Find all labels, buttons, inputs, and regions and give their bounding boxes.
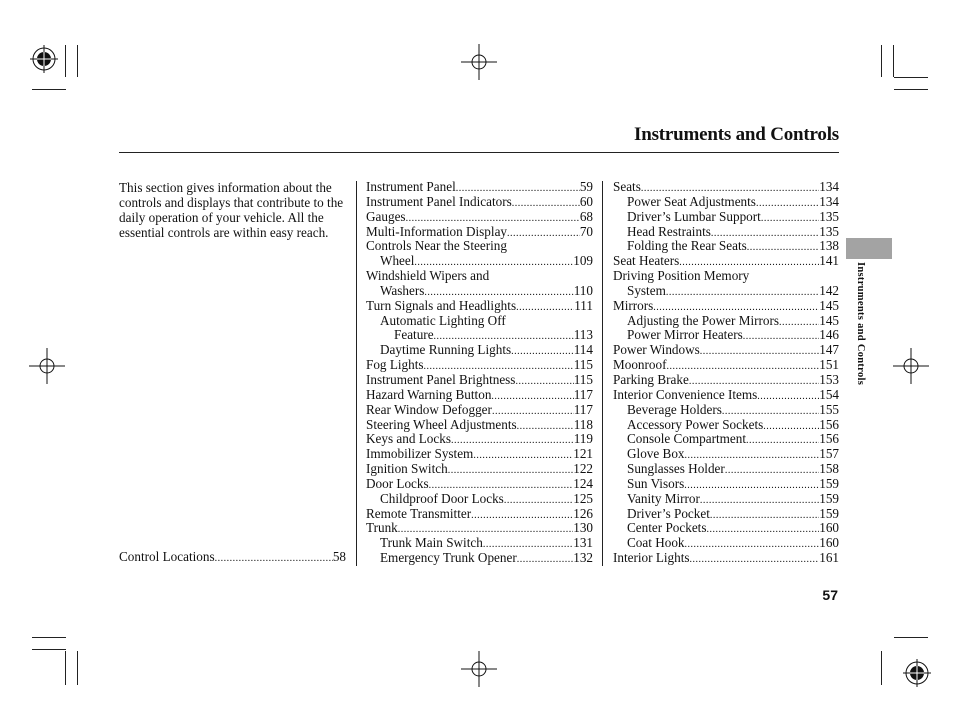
toc-leader: [710, 507, 819, 522]
toc-entry-label: Childproof Door Locks: [380, 490, 504, 506]
toc-entry-page: 151: [819, 357, 839, 373]
toc-entry[interactable]: [366, 551, 593, 566]
toc-entry-label: Steering Wheel Adjustments: [366, 416, 517, 432]
header-rule: [119, 152, 839, 153]
toc-leader: [451, 432, 574, 447]
toc-entry-label: Hazard Warning Button: [366, 386, 492, 402]
crop-mark: [881, 45, 882, 77]
toc-entry[interactable]: [613, 239, 839, 254]
toc-leader: [666, 284, 819, 299]
toc-entry-label: Power Seat Adjustments: [627, 193, 756, 209]
toc-entry[interactable]: [613, 536, 839, 551]
toc-entry[interactable]: [613, 180, 839, 195]
toc-entry[interactable]: [366, 536, 593, 551]
crosshair-icon: [29, 348, 65, 384]
crop-mark: [65, 651, 66, 685]
toc-leader: [747, 239, 819, 254]
toc-entry-page: 58: [332, 549, 346, 564]
toc-leader: [685, 447, 820, 462]
toc-entry-label: Parking Brake: [613, 371, 689, 387]
toc-entry[interactable]: [366, 343, 593, 358]
toc-leader: [491, 388, 573, 403]
toc-entry-page: 115: [573, 357, 593, 373]
toc-entry[interactable]: [613, 210, 839, 225]
toc-leader: [722, 403, 819, 418]
toc-leader: [641, 180, 819, 195]
crosshair-icon: [893, 348, 929, 384]
toc-entry-page: 131: [573, 535, 593, 551]
toc-entry[interactable]: [613, 521, 839, 536]
toc-entry-label: Interior Convenience Items: [613, 386, 758, 402]
toc-leader: [700, 343, 819, 358]
toc-entry[interactable]: [366, 180, 593, 195]
toc-entry-page: 126: [573, 505, 593, 521]
toc-leader: [743, 328, 819, 343]
toc-entry-label: Head Restraints: [627, 223, 711, 239]
toc-leader: [512, 195, 580, 210]
toc-entry[interactable]: [613, 358, 839, 373]
toc-entry-page: 130: [573, 520, 593, 536]
crop-mark: [894, 637, 928, 638]
toc-leader: [746, 432, 819, 447]
toc-entry[interactable]: [366, 225, 593, 240]
toc-entry-page: 121: [573, 446, 593, 462]
toc-entry[interactable]: [366, 269, 593, 284]
toc-entry-label: Driver’s Lumbar Support: [627, 208, 761, 224]
toc-entry[interactable]: [613, 432, 839, 447]
toc-leader: [679, 254, 819, 269]
toc-entry[interactable]: [613, 403, 839, 418]
toc-entry-label: Power Mirror Heaters: [627, 327, 743, 343]
toc-entry[interactable]: [366, 328, 593, 343]
toc-entry-page: 142: [819, 282, 839, 298]
toc-entry-page: 155: [819, 401, 839, 417]
toc-entry-label: Driver’s Pocket: [627, 505, 710, 521]
toc-leader: [429, 477, 574, 492]
toc-leader: [473, 447, 573, 462]
toc-entry-label: Multi-Information Display: [366, 223, 508, 239]
toc-entry[interactable]: [366, 447, 593, 462]
section-tab-label: Instruments and Controls: [855, 262, 866, 386]
toc-leader: [506, 314, 593, 329]
toc-entry-page: 153: [819, 371, 839, 387]
toc-entry-page: 122: [573, 461, 593, 477]
toc-entry-label: Instrument Panel Indicators: [366, 193, 512, 209]
toc-entry-label: Sun Visors: [627, 475, 685, 491]
toc-leader: [424, 358, 574, 373]
toc-entry-label: Interior Lights: [613, 550, 690, 566]
toc-entry-control-locations[interactable]: [119, 550, 346, 565]
crop-mark: [881, 651, 882, 685]
toc-entry-label: Vanity Mirror: [627, 490, 700, 506]
toc-leader: [763, 418, 819, 433]
toc-leader: [725, 462, 819, 477]
toc-entry-page: 158: [819, 461, 839, 477]
toc-entry-page: 111: [574, 297, 593, 313]
toc-entry[interactable]: [613, 507, 839, 522]
toc-entry-page: 157: [819, 446, 839, 462]
toc-entry-page: 147: [819, 342, 839, 358]
toc-entry-label: Center Pockets: [627, 520, 707, 536]
column-divider: [602, 181, 603, 566]
toc-entry-page: 117: [573, 386, 593, 402]
toc-column-right: [613, 180, 839, 566]
toc-leader: [215, 550, 333, 565]
toc-entry-page: 154: [819, 386, 839, 402]
toc-entry-page: 60: [579, 193, 593, 209]
toc-leader: [515, 373, 573, 388]
toc-leader: [756, 195, 819, 210]
toc-entry-page: 119: [573, 431, 593, 447]
toc-entry[interactable]: [366, 195, 593, 210]
toc-leader: [653, 299, 819, 314]
toc-leader: [483, 536, 573, 551]
toc-entry[interactable]: [366, 432, 593, 447]
toc-leader: [492, 403, 574, 418]
toc-entry-page: 135: [819, 208, 839, 224]
toc-entry-page: 114: [573, 342, 593, 358]
toc-entry-label: Immobilizer System: [366, 446, 474, 462]
toc-entry-page: 132: [573, 550, 593, 566]
toc-entry[interactable]: [366, 462, 593, 477]
toc-entry-page: 159: [819, 505, 839, 521]
toc-leader: [471, 507, 573, 522]
toc-entry-page: 159: [819, 490, 839, 506]
toc-leader: [517, 418, 574, 433]
crop-mark: [894, 89, 928, 90]
toc-entry[interactable]: [613, 328, 839, 343]
toc-entry[interactable]: [613, 284, 839, 299]
registration-target-icon: [28, 43, 60, 75]
toc-entry-label: Keys and Locks: [366, 431, 451, 447]
toc-leader: [406, 210, 580, 225]
toc-leader: [516, 299, 574, 314]
toc-entry-page: 134: [819, 193, 839, 209]
toc-entry[interactable]: [366, 299, 593, 314]
toc-entry[interactable]: [366, 403, 593, 418]
toc-leader: [489, 269, 593, 284]
toc-entry-label: Daytime Running Lights: [380, 342, 512, 358]
toc-entry-page: 141: [819, 253, 839, 269]
crop-mark: [65, 45, 66, 77]
toc-entry-label: Wheel: [380, 253, 415, 269]
toc-entry-label: Rear Window Defogger: [366, 401, 492, 417]
toc-entry[interactable]: [366, 314, 593, 329]
toc-entry[interactable]: [366, 418, 593, 433]
toc-entry-label: Instrument Panel: [366, 179, 456, 194]
toc-leader: [684, 477, 819, 492]
toc-entry[interactable]: [366, 388, 593, 403]
toc-entry-label: Door Locks: [366, 475, 429, 491]
toc-entry-label: Seats: [613, 179, 641, 194]
toc-leader: [757, 388, 819, 403]
toc-leader: [448, 462, 574, 477]
toc-entry[interactable]: [366, 254, 593, 269]
toc-entry[interactable]: [366, 373, 593, 388]
toc-entry[interactable]: [366, 358, 593, 373]
toc-entry[interactable]: [613, 343, 839, 358]
toc-entry-page: 146: [819, 327, 839, 343]
toc-leader: [507, 239, 593, 254]
toc-entry-label: Accessory Power Sockets: [627, 416, 764, 432]
toc-entry-label: Instrument Panel Brightness: [366, 371, 516, 387]
toc-entry-label: Seat Heaters: [613, 253, 680, 269]
toc-leader: [700, 492, 819, 507]
toc-leader: [711, 225, 819, 240]
toc-leader: [761, 210, 819, 225]
toc-leader: [685, 536, 820, 551]
column-divider: [356, 181, 357, 566]
crop-mark: [77, 45, 78, 77]
toc-entry[interactable]: [613, 299, 839, 314]
toc-leader: [517, 551, 573, 566]
toc-entry-page: 125: [573, 490, 593, 506]
toc-entry-page: 59: [579, 179, 593, 194]
toc-entry[interactable]: [613, 477, 839, 492]
toc-entry-page: 145: [819, 312, 839, 328]
toc-entry-page: 113: [573, 327, 593, 343]
toc-entry-label: Trunk Main Switch: [380, 535, 483, 551]
toc-leader: [779, 314, 819, 329]
toc-column-middle: [366, 180, 593, 566]
toc-leader: [706, 521, 819, 536]
toc-entry-label: Gauges: [366, 208, 406, 224]
toc-entry-page: 161: [819, 550, 839, 566]
toc-entry[interactable]: [366, 492, 593, 507]
toc-entry-page: 138: [819, 238, 839, 254]
section-tab: [846, 238, 892, 259]
toc-leader: [666, 358, 819, 373]
toc-entry-label: Adjusting the Power Mirrors: [627, 312, 780, 328]
toc-entry-page: 115: [573, 371, 593, 387]
toc-entry-page: 159: [819, 475, 839, 491]
toc-entry-page: 68: [579, 208, 593, 224]
crop-mark: [77, 651, 78, 685]
toc-entry-page: 118: [573, 416, 593, 432]
toc-entry-label: Sunglasses Holder: [627, 461, 725, 477]
toc-entry-label: Feature: [394, 327, 434, 343]
crop-mark: [32, 637, 66, 638]
toc-entry-label: Remote Transmitter: [366, 505, 472, 521]
toc-entry-label: Moonroof: [613, 357, 667, 373]
toc-entry[interactable]: [613, 492, 839, 507]
crop-mark: [893, 45, 894, 77]
toc-entry-page: 145: [819, 297, 839, 313]
page-number: 57: [822, 587, 838, 603]
toc-entry[interactable]: [366, 477, 593, 492]
toc-entry[interactable]: [366, 521, 593, 536]
toc-entry-label: Beverage Holders: [627, 401, 722, 417]
toc-entry-page: 134: [819, 179, 839, 194]
toc-entry[interactable]: [613, 254, 839, 269]
toc-entry[interactable]: [613, 195, 839, 210]
toc-entry-label: System: [627, 282, 666, 298]
toc-entry-label: Trunk: [366, 520, 398, 536]
toc-leader: [690, 551, 820, 566]
toc-entry[interactable]: [613, 373, 839, 388]
page-title: Instruments and Controls: [634, 124, 839, 145]
toc-entry[interactable]: [613, 447, 839, 462]
toc-leader: [456, 180, 580, 195]
toc-leader: [689, 373, 819, 388]
toc-entry-page: 156: [819, 416, 839, 432]
toc-entry[interactable]: [613, 269, 839, 284]
toc-entry-page: 110: [573, 282, 593, 298]
toc-entry-page: 160: [819, 520, 839, 536]
toc-entry-page: 156: [819, 431, 839, 447]
toc-entry-label: Controls Near the Steering: [366, 238, 507, 254]
toc-entry[interactable]: [366, 239, 593, 254]
toc-entry[interactable]: [613, 462, 839, 477]
crop-mark: [32, 89, 66, 90]
toc-entry-label: Emergency Trunk Opener: [380, 550, 517, 566]
toc-entry[interactable]: [366, 284, 593, 299]
toc-entry[interactable]: [613, 225, 839, 240]
toc-leader: [504, 492, 573, 507]
toc-entry[interactable]: [366, 210, 593, 225]
toc-entry[interactable]: [366, 507, 593, 522]
toc-leader: [511, 343, 574, 358]
toc-entry-label: Driving Position Memory: [613, 268, 750, 284]
toc-leader: [414, 254, 573, 269]
toc-entry-label: Control Locations: [119, 549, 215, 564]
crop-mark: [894, 77, 928, 78]
crosshair-icon: [461, 651, 497, 687]
toc-entry-label: Turn Signals and Headlights: [366, 297, 517, 313]
toc-leader: [749, 269, 839, 284]
toc-entry-label: Coat Hook: [627, 535, 685, 551]
toc-leader: [507, 225, 580, 240]
toc-entry-page: 160: [819, 535, 839, 551]
toc-entry[interactable]: [613, 418, 839, 433]
toc-entry-label: Console Compartment: [627, 431, 747, 447]
toc-entry-label: Ignition Switch: [366, 461, 448, 477]
toc-entry-label: Automatic Lighting Off: [380, 312, 506, 328]
toc-leader: [424, 284, 573, 299]
registration-target-icon: [901, 657, 933, 689]
toc-entry-label: Washers: [380, 282, 425, 298]
toc-leader: [398, 521, 573, 536]
crop-mark: [32, 649, 66, 650]
toc-entry-page: 70: [579, 223, 593, 239]
toc-entry[interactable]: [613, 314, 839, 329]
toc-entry-label: Windshield Wipers and: [366, 268, 490, 284]
toc-leader: [434, 328, 574, 343]
toc-entry-page: 135: [819, 223, 839, 239]
toc-entry-page: 117: [573, 401, 593, 417]
toc-entry[interactable]: [613, 551, 839, 566]
toc-entry-label: Power Windows: [613, 342, 700, 358]
crosshair-icon: [461, 44, 497, 80]
intro-paragraph: This section gives information about the controls and displays that contribute to the daily operation of your vehicle. All the essential controls are within easy reach.: [119, 180, 344, 240]
toc-entry-label: Glove Box: [627, 446, 685, 462]
toc-entry-page: 109: [573, 253, 593, 269]
toc-entry-label: Mirrors: [613, 297, 654, 313]
toc-entry[interactable]: [613, 388, 839, 403]
toc-entry-page: 124: [573, 475, 593, 491]
toc-entry-label: Folding the Rear Seats: [627, 238, 747, 254]
toc-entry-label: Fog Lights: [366, 357, 424, 373]
